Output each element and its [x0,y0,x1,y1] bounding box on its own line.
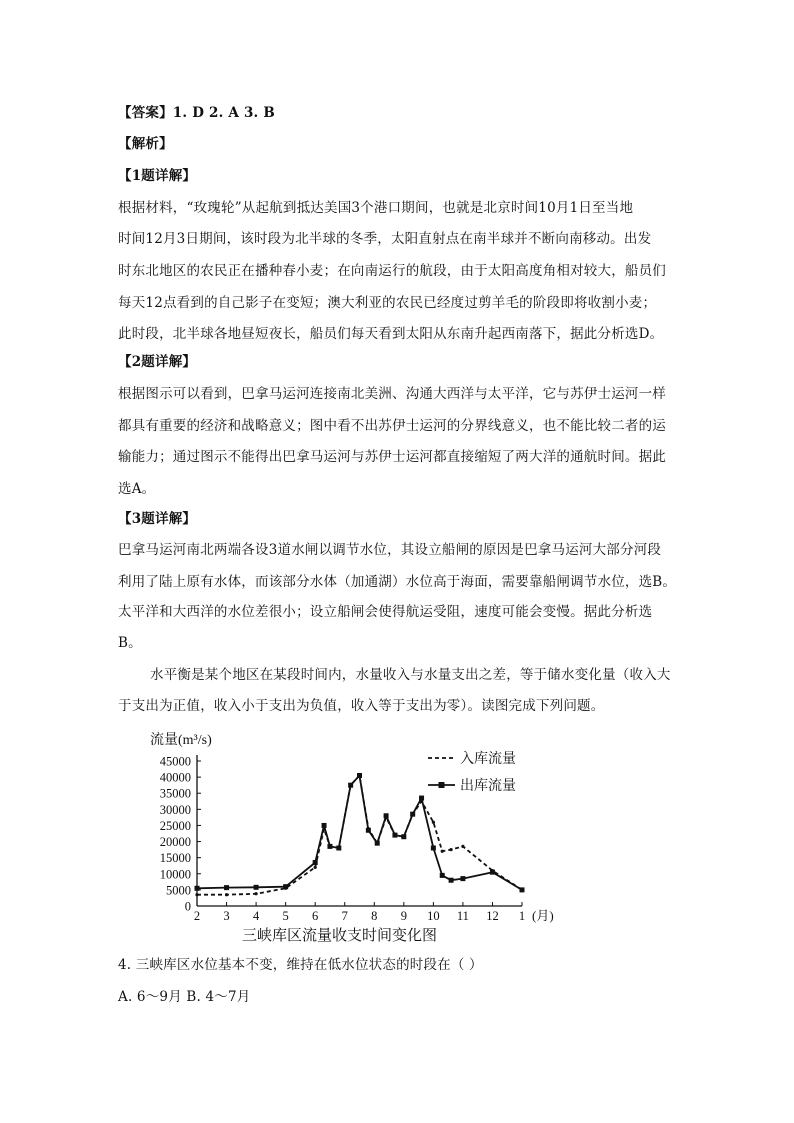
y-tick-label: 10000 [159,867,191,882]
y-tick-label: 35000 [159,786,191,801]
outflow-point [348,783,353,788]
q1-heading: 【1题详解】 [118,168,197,184]
outflow-point [520,887,525,892]
chart-xlabel: (月) [532,908,554,923]
y-tick-label: 20000 [159,835,191,850]
inflow-point [314,866,317,869]
inflow-point [461,845,464,848]
outflow-point [431,846,436,851]
q2-line: 输能力；通过图示不能得出巴拿马运河与苏伊士运河都直接缩短了两大洋的通航时间。据此 [118,449,666,465]
analysis-heading: 【解析】 [118,136,173,152]
outflow-point [392,833,397,838]
q1-line: 每天12点看到的自己影子在变短；澳大利亚的农民已经度过剪羊毛的阶段即将收割小麦； [118,295,657,311]
y-tick-label: 40000 [159,770,191,785]
inflow-point [449,848,452,851]
chart-x-ticks [194,902,525,923]
legend-marker [439,782,445,788]
q1-line: 时间12月3日期间，该时段为北半球的冬季，太阳直射点在南半球并不断向南移动。出发 [118,231,652,247]
q3-heading: 【3题详解】 [118,511,197,527]
x-tick-label: 2 [193,909,201,923]
chart-title: 三峡库区流量收支时间变化图 [242,928,438,944]
q2-line: 都具有重要的经济和战略意义；图中看不出苏伊士运河的分界线意义，也不能比较二者的运 [118,418,666,434]
outflow-point [440,873,445,878]
outflow-point [224,885,229,890]
outflow-point [336,846,341,851]
outflow-point [313,860,318,865]
outflow-point [327,844,332,849]
q1-line: 根据材料，“玫瑰轮”从起航到抵达美国3个港口期间，也就是北京时间10月1日至当地 [118,200,634,216]
x-tick-label: 12 [486,909,499,923]
x-tick-label: 7 [341,909,348,923]
legend-label: 入库流量 [460,752,516,767]
y-tick-label: 0 [184,899,191,914]
outflow-point [283,884,288,889]
inflow-point [254,892,257,895]
q1-line: 此时段，北半球各地昼短夜长，船员们每天看到太阳从东南升起西南落下，据此分析选D。 [118,326,664,342]
legend-label: 出库流量 [460,779,516,794]
y-tick-label: 45000 [159,754,191,769]
outflow-point [357,773,362,778]
x-tick-label: 5 [282,909,289,923]
flow-chart [150,728,560,950]
intro-line: 于支出为正值，收入小于支出为负值，收入等于支出为零）。读图完成下列问题。 [118,698,605,714]
inflow-point [432,821,435,824]
question-4: 4. 三峡库区水位基本不变，维持在低水位状态的时段在（ ） [118,957,483,973]
inflow-point [225,893,228,896]
q2-line: 根据图示可以看到，巴拿马运河连接南北美洲、沟通大西洋与太平洋，它与苏伊士运河一样 [118,386,666,402]
outflow-point [375,841,380,846]
outflow-point [401,834,406,839]
q3-line: 巴拿马运河南北两端各设3道水闸以调节水位，其设立船闸的原因是巴拿马运河大部分河段 [118,542,662,558]
x-tick-label: 6 [312,909,319,923]
outflow-point [410,812,415,817]
q2-line: 选A。 [118,481,156,497]
y-tick-label: 25000 [159,818,191,833]
q3-line: 利用了陆上原有水体，而该部分水体（加通湖）水位高于海面，需要靠船闸调节水位，选B。 [118,574,677,590]
chart-ylabel: 流量(m³/s) [150,733,212,748]
chart-legend [428,750,516,794]
answer-line: 【答案】1. D 2. A 3. B [118,105,275,121]
answer-options: A. 6～9月 B. 4～7月 [118,989,251,1005]
outflow-point [419,796,424,801]
outflow-point [449,878,454,883]
outflow-point [195,886,200,891]
outflow-point [460,876,465,881]
q2-heading: 【2题详解】 [118,354,197,370]
intro-line: 水平衡是某个地区在某段时间内，水量收入与水量支出之差，等于储水变化量（收入大 [150,667,671,683]
q1-line: 时东北地区的农民正在播种春小麦；在向南运行的航段，由于太阳高度角相对较大，船员们 [118,263,666,279]
y-tick-label: 30000 [159,802,191,817]
x-tick-label: 10 [427,909,440,923]
x-tick-label: 9 [400,909,407,923]
x-tick-label: 3 [223,909,230,923]
inflow-point [195,893,198,896]
outflow-point [254,885,259,890]
x-tick-label: 1 [518,909,526,923]
inflow-point [441,850,444,853]
outflow-point [490,870,495,875]
q3-line: B。 [118,635,142,651]
q3-line: 太平洋和大西洋的水位差很小；设立船闸会使得航运受阻，速度可能会变慢。据此分析选 [118,604,653,620]
outflow-point [366,828,371,833]
outflow-point [384,813,389,818]
y-tick-label: 15000 [159,851,191,866]
x-tick-label: 8 [371,909,378,923]
y-tick-label: 5000 [166,883,191,898]
x-tick-label: 4 [252,909,260,923]
outflow-point [322,823,327,828]
x-tick-label: 11 [456,909,469,923]
